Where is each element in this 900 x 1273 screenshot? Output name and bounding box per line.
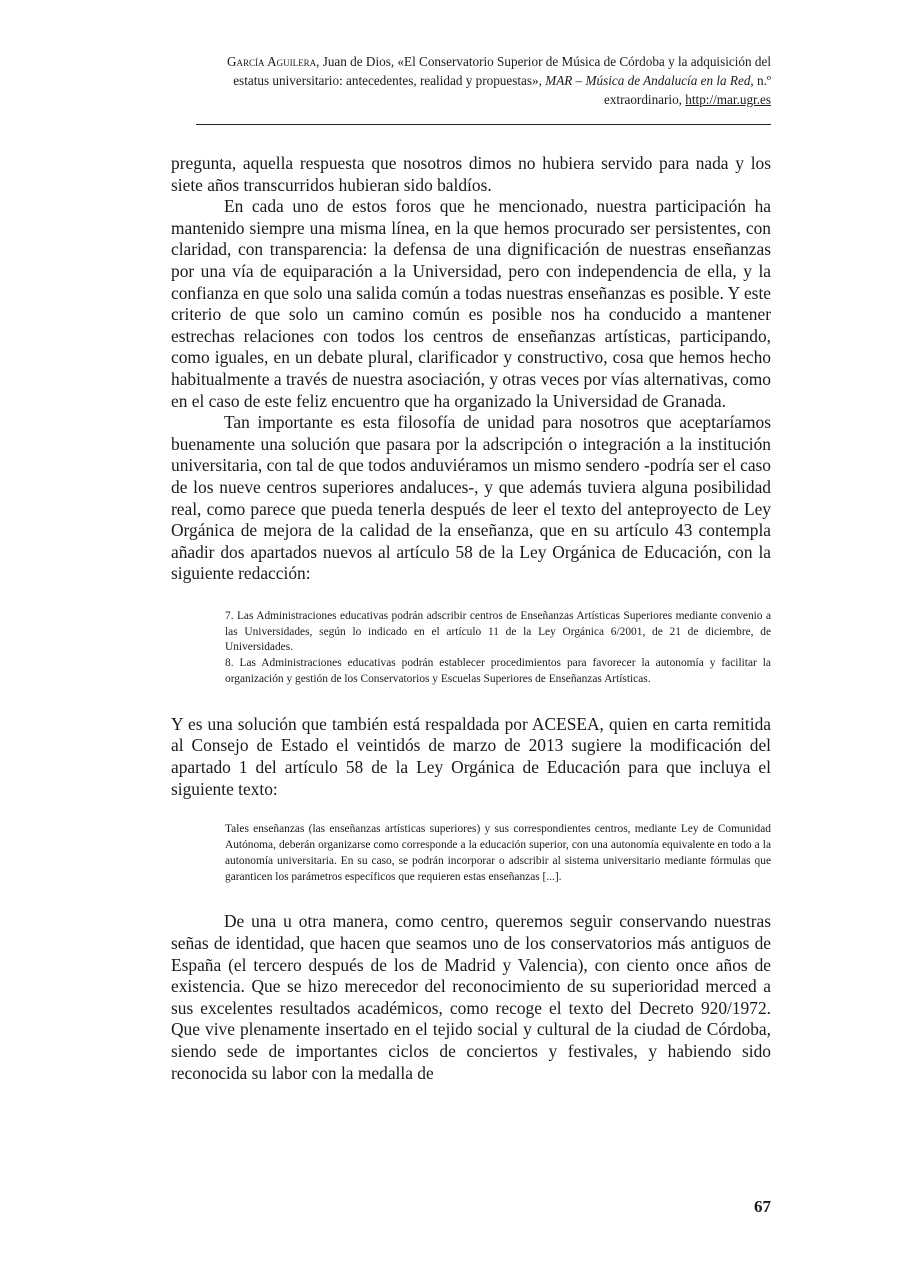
paragraph-3: Tan importante es esta filosofía de unidad para nosotros que aceptaríamos buenamente una solución que pasara por la adscripción o integración a la institución universitaria, con tal de que todos anduviéramos un mismo sendero -podría ser el caso de los nueve centros superiores andaluces-, y que además tuviera alguna posibilidad real, como parece que pueda tenerla después de leer el texto del anteproyecto de Ley Orgánica de mejora de la calidad de la enseñanza, que en su artículo 43 contempla añadir dos apartados nuevos al artículo 58 de la Ley Orgánica de Educación, con la siguiente redacción: — [171, 412, 771, 584]
paragraph-4: Y es una solución que también está respaldada por ACESEA, quien en carta remitida al Consejo de Estado el veintidós de marzo de 2013 sugiere la modificación del apartado 1 del artículo 58 de la Ley Orgánica de Educación para que incluya el siguiente texto: — [171, 713, 771, 799]
header-rule — [196, 124, 771, 125]
paragraph-5: De una u otra manera, como centro, queremos seguir conservando nuestras señas de identidad, que hacen que seamos uno de los conservatorios más antiguos de España (el tercero después de los de Madrid y Valencia), con ciento once años de existencia. Que se hizo merecedor del reconocimiento de su superioridad merced a sus excelentes resultados académicos, como recoge el texto del Decreto 920/1972. Que vive plenamente insertado en el tejido social y cultural de la ciudad de Córdoba, siendo sede de importantes ciclos de conciertos y festivales, y habiendo sido reconocida su labor con la medalla de — [171, 911, 771, 1083]
block-quote-1 — [225, 609, 771, 688]
quote-item-8: 8. Las Administraciones educativas podrán establecer procedimientos para favorecer la autonomía y facilitar la organización y gestión de los Conservatorios y Escuelas Superiores de Enseñanzas Artísticas. — [225, 657, 771, 686]
citation-text: , Juan de Dios, «El Conservatorio Superior de Música de Córdoba y la adquisición del estatus universitario: antecedentes, realidad y propuestas», — [233, 54, 771, 88]
page-number: 67 — [754, 1197, 771, 1216]
author-surname: García Aguilera — [226, 54, 317, 69]
quote-text: Tales enseñanzas (las enseñanzas artísticas superiores) y sus correspondientes centros, mediante Ley de Comunidad Autónoma, deberán organizarse como corresponde a la educación superior, con una autonomía equivalente en todo a la autonomía universitaria. En su caso, se podrán incorporar o adscribir al sistema universitario mediante fórmulas que garanticen los parámetros específicos que requieren estas enseñanzas [...]. — [225, 823, 771, 883]
running-header — [196, 52, 771, 109]
block-quote-2 — [225, 822, 771, 885]
paragraph-1: pregunta, aquella respuesta que nosotros dimos no hubiera servido para nada y los siete años transcurridos hubieran sido baldíos. — [171, 153, 771, 195]
paragraph-2: En cada uno de estos foros que he mencionado, nuestra participación ha mantenido siempre una misma línea, en la que hemos procurado ser persistentes, con claridad, con transparencia: la defensa de una dignificación de nuestras enseñanzas por una vía de equiparación a la Universidad, pero con independencia de ella, y la confianza en que solo una salida común a todas nuestras enseñanzas es posible. Y este criterio de que solo un camino común es posible nos ha conducido a mantener estrechas relaciones con todos los centros de enseñanzas artísticas, participando, como iguales, en un debate plural, clarificador y constructivo, cosa que hemos hecho habitualmente a través de nuestra asociación, y otras veces por vías alternativas, como en el caso de este feliz encuentro que ha organizado la Universidad de Granada. — [171, 196, 771, 411]
issue-text: , n.º extraordinario, — [603, 73, 771, 107]
quote-item-7: 7. Las Administraciones educativas podrán adscribir centros de Enseñanzas Artísticas Superiores mediante convenio a las Universidades, según lo indicado en el artículo 11 de la Ley Orgánica 6/2001, de 21 de diciembre, de Universidades. — [225, 609, 771, 654]
page-body — [171, 153, 771, 1084]
journal-title: MAR – Música de Andalucía en la Red — [545, 73, 751, 88]
journal-url-link[interactable]: http://mar.ugr.es — [685, 92, 771, 107]
